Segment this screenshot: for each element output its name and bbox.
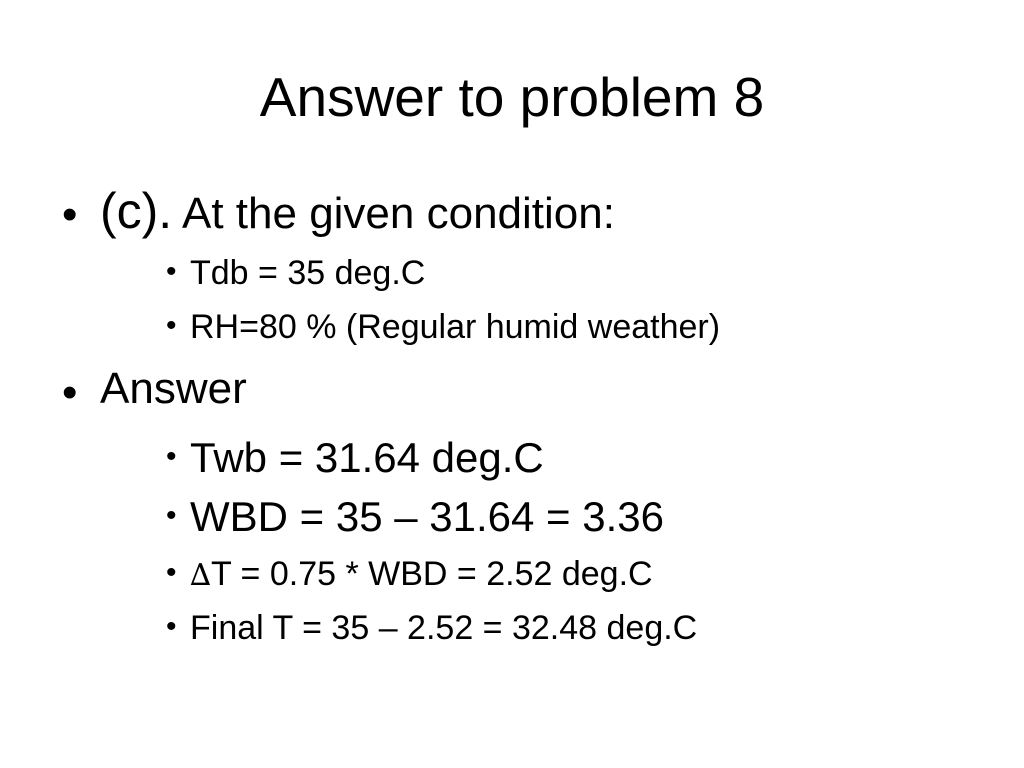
delta-t-text: T = 0.75 * WBD = 2.52 deg.C <box>210 555 653 593</box>
bullet-dot: • <box>62 190 78 239</box>
sub-bullet-dot: • <box>166 309 177 342</box>
sub-bullet-dot: • <box>166 499 177 532</box>
sub-item-tdb: Tdb = 35 deg.C <box>190 254 426 292</box>
sub-item-wbd: WBD = 35 – 31.64 = 3.36 <box>190 493 664 540</box>
sub-bullet-dot: • <box>166 440 177 473</box>
sub-bullet-dot: • <box>166 255 177 288</box>
sub-item-twb: Twb = 31.64 deg.C <box>190 434 544 481</box>
sub-bullet-dot: • <box>166 610 177 643</box>
slide-title: Answer to problem 8 <box>259 66 765 128</box>
bullet-text-condition <box>100 183 615 239</box>
bullet-dot: • <box>62 368 78 417</box>
condition-heading: At the given condition: <box>172 189 615 238</box>
sub-item-rh: RH=80 % (Regular humid weather) <box>190 308 721 346</box>
delta-symbol: ∆ <box>190 558 211 593</box>
sub-item-delta-t <box>190 554 653 596</box>
answer-heading: Answer <box>100 364 247 413</box>
sub-bullet-dot: • <box>166 556 177 589</box>
part-label: (c). <box>100 183 173 239</box>
sub-item-final-t: Final T = 35 – 2.52 = 32.48 deg.C <box>190 609 698 647</box>
